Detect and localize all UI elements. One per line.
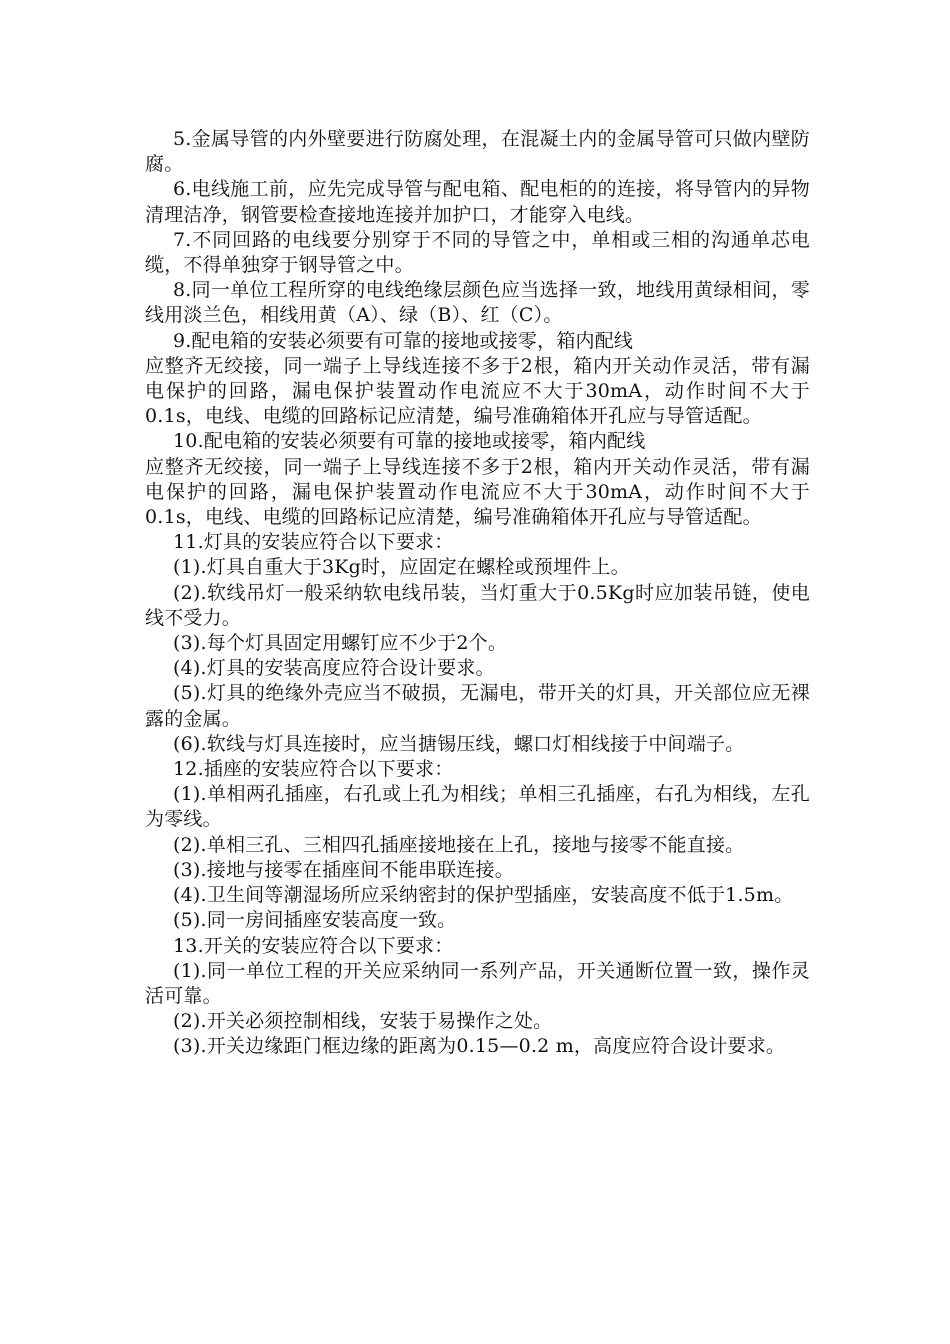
- paragraph-9-head: 9.配电箱的安装必须要有可靠的接地或接零，箱内配线: [173, 329, 634, 352]
- document-body: [145, 127, 810, 1060]
- list-item: (1).同一单位工程的开关应采纳同一系列产品，开关通断位置一致，操作灵活可靠。: [145, 959, 810, 1007]
- list-item: (2).单相三孔、三相四孔插座接地接在上孔，接地与接零不能直接。: [173, 833, 745, 856]
- list-item: (3).开关边缘距门框边缘的距离为0.15—0.2 m，高度应符合设计要求。: [173, 1035, 786, 1058]
- list-item: (5).灯具的绝缘外壳应当不破损，无漏电，带开关的灯具，开关部位应无裸露的金属。: [145, 682, 810, 730]
- paragraph-5: 5.金属导管的内外壁要进行防腐处理，在混凝土内的金属导管可只做内壁防腐。: [145, 128, 810, 176]
- paragraph-10-body: 应整齐无绞接，同一端子上导线连接不多于2根，箱内开关动作灵活，带有漏电保护的回路，漏电保护装置动作电流应不大于30mA，动作时间不大于0.1s，电线、电缆的回路标记应清楚，编号准确箱体开孔应与导管适配。: [145, 455, 810, 529]
- paragraph-8: 8.同一单位工程所穿的电线绝缘层颜色应当选择一致，地线用黄绿相间，零线用淡兰色，相线用黄（A）、绿（B）、红（C）。: [145, 279, 810, 327]
- list-item: (5).同一房间插座安装高度一致。: [173, 909, 457, 932]
- list-item: (2).开关必须控制相线，安装于易操作之处。: [173, 1010, 553, 1033]
- paragraph-10-head: 10.配电箱的安装必须要有可靠的接地或接零，箱内配线: [173, 430, 646, 453]
- list-item: (1).灯具自重大于3Kg时，应固定在螺栓或预埋件上。: [173, 556, 630, 579]
- list-item: (6).软线与灯具连接时，应当搪锡压线，螺口灯相线接于中间端子。: [173, 732, 745, 755]
- list-item: (4).灯具的安装高度应符合设计要求。: [173, 657, 495, 680]
- section-12-heading: 12.插座的安装应符合以下要求：: [173, 758, 454, 781]
- list-item: (4).卫生间等潮湿场所应采纳密封的保护型插座，安装高度不低于1.5m。: [173, 884, 794, 907]
- list-item: (3).每个灯具固定用螺钉应不少于2个。: [173, 632, 508, 655]
- list-item: (2).软线吊灯一般采纳软电线吊装，当灯重大于0.5Kg时应加装吊链，使电线不受力。: [145, 581, 810, 629]
- section-11-heading: 11.灯具的安装应符合以下要求：: [173, 531, 454, 554]
- paragraph-7: 7.不同回路的电线要分别穿于不同的导管之中，单相或三相的沟通单芯电缆，不得单独穿于钢导管之中。: [145, 228, 810, 277]
- list-item: (3).接地与接零在插座间不能串联连接。: [173, 858, 514, 881]
- paragraph-9-body: 应整齐无绞接，同一端子上导线连接不多于2根，箱内开关动作灵活，带有漏电保护的回路，漏电保护装置动作电流应不大于30mA，动作时间不大于0.1s，电线、电缆的回路标记应清楚，编号准确箱体开孔应与导管适配。: [145, 354, 810, 428]
- paragraph-6: 6.电线施工前，应先完成导管与配电箱、配电柜的的连接，将导管内的异物清理洁净，钢管要检查接地连接并加护口，才能穿入电线。: [145, 178, 810, 226]
- section-13-heading: 13.开关的安装应符合以下要求：: [173, 934, 454, 957]
- list-item: (1).单相两孔插座，右孔或上孔为相线；单相三孔插座，右孔为相线，左孔为零线。: [145, 783, 810, 831]
